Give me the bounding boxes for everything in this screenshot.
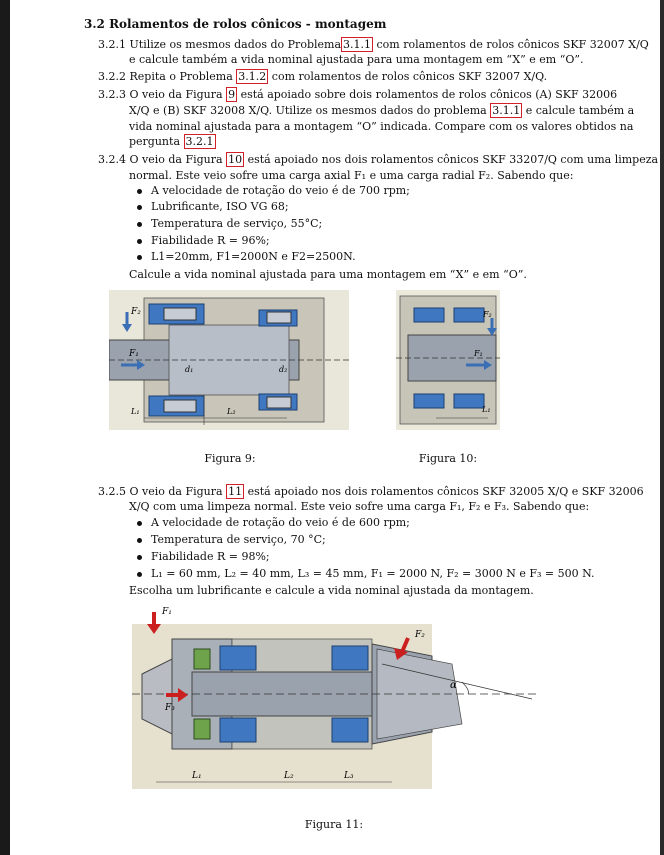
text: está apoiado sobre dois rolamentos de rolos cônicos (A) SKF 32006 — [240, 88, 618, 101]
problem-325-line1 — [98, 485, 644, 499]
list-item: A velocidade de rotação do veio é de 600 rpm; — [151, 516, 410, 529]
fig9-label-l2: L₂ — [227, 407, 236, 416]
bullet-dot — [137, 239, 142, 244]
figure-9-caption: Figura 9: — [204, 452, 256, 465]
ref-link-fig9[interactable]: 9 — [228, 88, 236, 101]
figure-10-caption: Figura 10: — [418, 452, 478, 465]
fig9-label-d1: d₁ — [185, 365, 194, 374]
problem-323-line1 — [98, 88, 617, 102]
bullet-dot — [137, 521, 142, 526]
bullet-dot — [137, 255, 142, 260]
text: O veio da Figura — [129, 88, 223, 101]
text: com rolamentos de rolos cônicos SKF 32007 X/Q. — [271, 70, 548, 83]
fig10-label-f1: F₁ — [474, 349, 483, 358]
figure-10-drawing — [396, 290, 500, 430]
text: Repita o Problema — [129, 70, 233, 83]
fig11-label-f3: F₃ — [165, 703, 175, 713]
fig10-label-l1: L₁ — [482, 405, 491, 414]
text: e calcule também a — [525, 104, 635, 117]
text: O veio da Figura — [129, 485, 223, 498]
bullet-dot — [137, 189, 142, 194]
text: O veio da Figura — [129, 153, 223, 166]
list-item: Fiabilidade R = 96%; — [151, 234, 270, 247]
fig9-label-f1: F₁ — [129, 349, 139, 359]
fig9-label-f2: F₂ — [131, 307, 141, 317]
list-item: Temperatura de serviço, 70 °C; — [151, 533, 326, 546]
bullet-dot — [137, 538, 142, 543]
ref-link-311b[interactable]: 3.1.1 — [492, 104, 521, 117]
section-number: 3.2 — [84, 17, 105, 31]
fig9-label-d2: d₂ — [279, 365, 288, 374]
problem-323-line2 — [129, 104, 634, 118]
bullet-dot — [137, 222, 142, 227]
list-item: Temperatura de serviço, 55°C; — [151, 217, 323, 230]
problem-323-line4 — [129, 135, 216, 149]
text: Utilize os mesmos dados do Problema — [129, 38, 341, 51]
problem-321-line1 — [98, 38, 649, 52]
bullet-dot — [137, 555, 142, 560]
problem-324-closing: Calcule a vida nominal ajustada para uma montagem em “X” e em “O”. — [129, 268, 527, 281]
problem-322 — [98, 70, 547, 84]
fig11-label-l3: L₃ — [344, 771, 354, 781]
figure-11-drawing — [132, 604, 538, 804]
scan-right-edge — [660, 0, 664, 855]
list-item: L1=20mm, F1=2000N e F2=2500N. — [151, 250, 356, 263]
fig10-label-f2: F₂ — [483, 310, 492, 319]
list-item: Lubrificante, ISO VG 68; — [151, 200, 289, 213]
ref-link-321[interactable]: 3.2.1 — [185, 135, 214, 148]
section-title: Rolamentos de rolos cônicos - montagem — [109, 17, 387, 31]
bullet-dot — [137, 205, 142, 210]
list-item: Fiabilidade R = 98%; — [151, 550, 270, 563]
ref-link-311[interactable]: 3.1.1 — [343, 38, 371, 51]
list-item: L₁ = 60 mm, L₂ = 40 mm, L₃ = 45 mm, F₁ = 2000 N, F₂ = 3000 N e F₃ = 500 N. — [151, 567, 595, 580]
figure-11-caption: Figura 11: — [304, 818, 364, 831]
ref-link-fig11[interactable]: 11 — [228, 485, 243, 498]
problem-number: 3.2.1 — [98, 38, 126, 51]
fig9-label-l1: L₁ — [131, 407, 140, 416]
text: está apoiado nos dois rolamentos cônicos SKF 32005 X/Q e SKF 32006 — [247, 485, 644, 498]
problem-number: 3.2.3 — [98, 88, 126, 101]
scan-left-edge — [0, 0, 10, 855]
fig11-label-alpha: α — [450, 680, 457, 691]
section-heading — [84, 17, 386, 31]
text: com rolamentos de rolos cônicos SKF 32007 X/Q — [376, 38, 649, 51]
problem-325-line2: X/Q com uma limpeza normal. Este veio sofre uma carga F₁, F₂ e F₃. Sabendo que: — [129, 500, 590, 513]
bullet-dot — [137, 572, 142, 577]
problem-323-line3: vida nominal ajustada para a montagem “O” indicada. Compare com os valores obtidos na — [129, 120, 634, 133]
problem-324-line2: normal. Este veio sofre uma carga axial F₁ e uma carga radial F₂. Sabendo que: — [129, 169, 574, 182]
figure-9-drawing — [109, 290, 349, 430]
fig11-label-l1: L₁ — [192, 771, 202, 781]
text: está apoiado nos dois rolamentos cônicos SKF 33207/Q com uma limpeza — [247, 153, 659, 166]
text: X/Q e (B) SKF 32008 X/Q. Utilize os mesmos dados do problema — [129, 104, 487, 117]
fig11-label-l2: L₂ — [284, 771, 294, 781]
text: pergunta — [129, 135, 180, 148]
fig11-label-f1: F₁ — [162, 607, 172, 617]
list-item: A velocidade de rotação do veio é de 700 rpm; — [151, 184, 410, 197]
ref-link-312[interactable]: 3.1.2 — [238, 70, 267, 83]
problem-321-line2: e calcule também a vida nominal ajustada para uma montagem em “X” e em “O”. — [129, 53, 584, 66]
ref-link-fig10[interactable]: 10 — [228, 153, 243, 166]
problem-number: 3.2.2 — [98, 70, 126, 83]
fig11-label-f2: F₂ — [415, 630, 425, 640]
problem-number: 3.2.4 — [98, 153, 126, 166]
problem-325-closing: Escolha um lubrificante e calcule a vida nominal ajustada da montagem. — [129, 584, 534, 597]
problem-324-line1 — [98, 153, 658, 167]
problem-number: 3.2.5 — [98, 485, 126, 498]
